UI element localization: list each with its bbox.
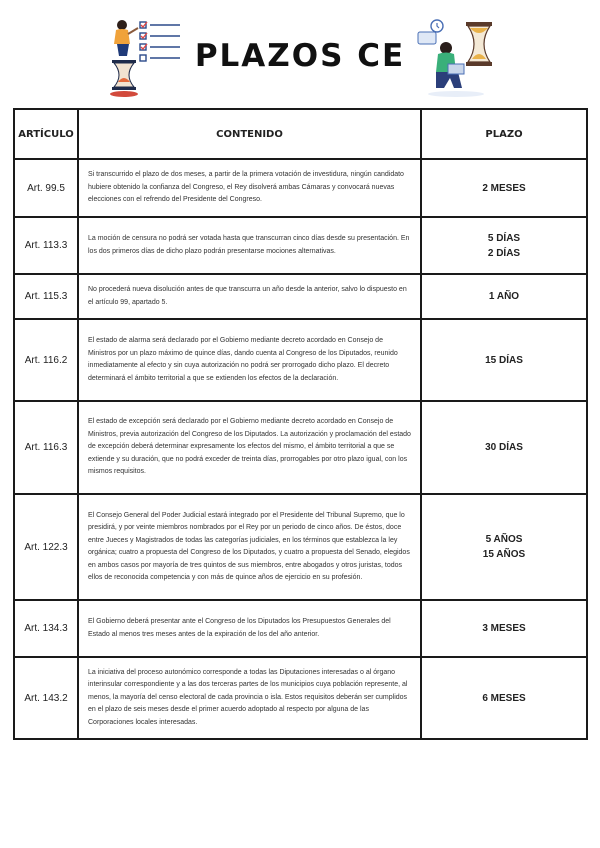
table-row (14, 600, 587, 657)
table-row (14, 401, 587, 494)
plazo-value: 15 DÍAS (485, 354, 523, 366)
column-header-articulo: ARTÍCULO (14, 109, 78, 159)
plazo-value: 5 AÑOS (485, 534, 523, 545)
table-row (14, 494, 587, 600)
plazo-cell (421, 319, 587, 401)
header (0, 0, 600, 105)
contenido-cell: El estado de alarma será declarado por el Gobierno mediante decreto acordado en Consejo de Ministros por un plazo máximo de quince días, dando cuenta al Congreso de los Diputados, reunido inmediatamente al efecto y sin cuya autorización no podrá ser prorrogado dicho plazo. El decreto determinará el ámbito territorial a que se extienden los efectos de la declaración. (78, 319, 421, 401)
column-header-plazo: PLAZO (421, 109, 587, 159)
laptop-hourglass-illustration (410, 14, 500, 100)
articulo-cell: Art. 116.3 (14, 401, 78, 494)
contenido-cell: El Gobierno deberá presentar ante el Congreso de los Diputados los Presupuestos Generales del Estado al menos tres meses antes de la expiración de los del año anterior. (78, 600, 421, 657)
table-row (14, 319, 587, 401)
contenido-cell: El estado de excepción será declarado por el Gobierno mediante decreto acordado en Consejo de Ministros, previa autorización del Congreso de los Diputados. La autorización y proclamación del estado de excepción deberá determinar expresamente los efectos del mismo, el ámbito territorial a que se extiende y su duración, que no podrá exceder de treinta días, prorrogables por otro plazo igual, con los mismos requisitos. (78, 401, 421, 494)
plazo-value: 30 DÍAS (485, 442, 523, 453)
plazo-cell (421, 600, 587, 657)
plazo-cell (421, 401, 587, 494)
plazo-value: 2 DÍAS (487, 247, 521, 259)
plazo-value: 2 MESES (482, 182, 526, 194)
plazo-cell (421, 159, 587, 217)
contenido-cell: No procederá nueva disolución antes de que transcurra un año desde la anterior, salvo lo dispuesto en el artículo 99, apartado 5. (78, 274, 421, 319)
articulo-cell: Art. 116.2 (14, 319, 78, 401)
plazo-cell (421, 494, 587, 600)
articulo-cell: Art. 113.3 (14, 217, 78, 274)
table-row (14, 217, 587, 274)
page-title: PLAZOS CE (194, 38, 406, 74)
plazo-value: 6 MESES (482, 692, 526, 704)
articulo-cell: Art. 134.3 (14, 600, 78, 657)
contenido-cell: La iniciativa del proceso autonómico corresponde a todas las Diputaciones interesadas o al órgano interinsular correspondiente y a las dos terceras partes de los municipios cuya población represente, al menos, la mayoría del censo electoral de cada provincia o isla. Estos requisitos deberán ser cumplidos en el plazo de seis meses desde el primer acuerdo adoptado al respecto por alguna de las Corporaciones locales interesadas. (78, 657, 421, 739)
contenido-cell: La moción de censura no podrá ser votada hasta que transcurran cinco días desde su presentación. En los dos primeros días de dicho plazo podrán presentarse mociones alternativas. (78, 217, 421, 274)
contenido-cell: El Consejo General del Poder Judicial estará integrado por el Presidente del Tribunal Supremo, que lo presidirá, y por veinte miembros nombrados por el Rey por un periodo de cinco años. De éstos, doce entre Jueces y Magistrados de todas las categorías judiciales, en los términos que establezca la ley orgánica; cuatro a propuesta del Congreso de los Diputados, y cuatro a propuesta del Senado, elegidos en ambos casos por mayoría de tres quintos de sus miembros, entre abogados y otros juristas, todos ellos de reconocida competencia y con más de quince años de ejercicio en su profesión. (78, 494, 421, 600)
articulo-cell: Art. 143.2 (14, 657, 78, 739)
plazo-value: 1 AÑO (488, 291, 520, 302)
articulo-cell: Art. 122.3 (14, 494, 78, 600)
plazo-value: 5 DÍAS (487, 232, 521, 244)
plazos-table (13, 108, 588, 740)
table-row (14, 657, 587, 739)
column-header-contenido: CONTENIDO (78, 109, 421, 159)
plazo-value: 15 AÑOS (482, 549, 526, 560)
articulo-cell: Art. 115.3 (14, 274, 78, 319)
plazo-value: 3 MESES (482, 623, 526, 634)
plazo-cell (421, 274, 587, 319)
table-header-row (14, 109, 587, 159)
table-row (14, 274, 587, 319)
plazo-cell (421, 657, 587, 739)
table-row (14, 159, 587, 217)
contenido-cell: Si transcurrido el plazo de dos meses, a partir de la primera votación de investidura, ningún candidato hubiere obtenido la confianza del Congreso, el Rey disolverá ambas Cámaras y convocará nuevas elecciones con el refrendo del Presidente del Congreso. (78, 159, 421, 217)
plazo-cell (421, 217, 587, 274)
articulo-cell: Art. 99.5 (14, 159, 78, 217)
